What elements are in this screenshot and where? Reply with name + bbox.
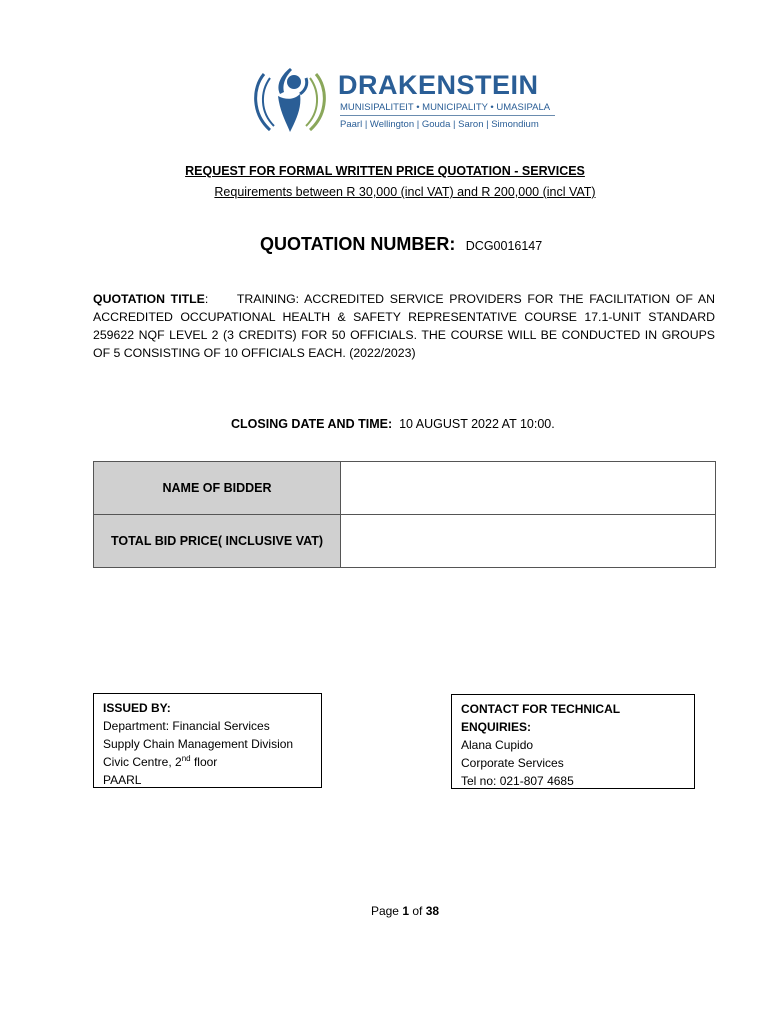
page-of: of: [409, 904, 426, 918]
quotation-number: [260, 234, 542, 255]
closing-date-label: CLOSING DATE AND TIME:: [231, 417, 393, 431]
bidder-name-label: NAME OF BIDDER: [94, 462, 341, 515]
page-prefix: Page: [370, 904, 403, 918]
logo-title: DRAKENSTEIN: [338, 70, 539, 100]
issued-by-town: PAARL: [103, 773, 142, 787]
quotation-title-text: TRAINING: ACCREDITED SERVICE PROVIDERS FOR THE FACILITATION OF AN ACCREDITED OCCUPATIONAL HEALTH & SAFETY REPRESENTATIVE COURSE 17.1-UNIT STANDARD 259622 NQF LEVEL 2 (3 CREDITS) FOR 50 OFFICIALS. THE COURSE WILL BE CONDUCTED IN GROUPS OF 5 CONSISTING OF 10 OFFICIALS EACH. (2022/2023): [93, 292, 716, 360]
issued-by-heading: ISSUED BY:: [103, 701, 171, 715]
technical-contact-box: [451, 694, 695, 789]
quotation-number-value: DCG0016147: [465, 239, 543, 253]
issued-by-floor-sup: nd: [181, 754, 191, 763]
bidder-name-field[interactable]: [341, 462, 716, 515]
request-title: REQUEST FOR FORMAL WRITTEN PRICE QUOTATION - SERVICES: [185, 164, 585, 178]
contact-telephone: Tel no: 021-807 4685: [461, 774, 574, 788]
issued-by-box: [93, 693, 322, 788]
drakenstein-logo: [250, 64, 570, 136]
municipality-emblem-icon: [250, 64, 330, 136]
logo-divider: [340, 115, 555, 116]
contact-name: Alana Cupido: [461, 738, 534, 752]
issued-by-building-text: Civic Centre, 2: [103, 755, 182, 769]
issued-by-building: [103, 753, 312, 771]
contact-department: Corporate Services: [461, 756, 564, 770]
contact-heading: CONTACT FOR TECHNICAL ENQUIRIES:: [461, 702, 620, 734]
table-row: [94, 462, 716, 515]
quotation-title-label: QUOTATION TITLE: [93, 292, 205, 306]
logo-towns: Paarl | Wellington | Gouda | Saron | Simondium: [340, 119, 539, 130]
page-number: 1: [402, 904, 409, 918]
quotation-title: QUOTATION TITLE: TRAINING: ACCREDITED SERVICE PROVIDERS FOR THE FACILITATION OF AN ACCREDITED OCCUPATIONAL HEALTH & SAFETY REPRESENTATIVE COURSE 17.1-UNIT STANDARD 259622 NQF LEVEL 2 (3 CREDITS) FOR 50 OFFICIALS. THE COURSE WILL BE CONDUCTED IN GROUPS OF 5 CONSISTING OF 10 OFFICIALS EACH. (2022/2023): [93, 292, 716, 360]
logo-subtitle: MUNISIPALITEIT • MUNICIPALITY • UMASIPALA: [340, 102, 551, 113]
requirements-line: Requirements between R 30,000 (incl VAT) and R 200,000 (incl VAT): [214, 185, 596, 199]
issued-by-floor-text: floor: [190, 755, 218, 769]
total-bid-price-field[interactable]: [341, 515, 716, 568]
page-total: 38: [425, 904, 440, 918]
table-row: [94, 515, 716, 568]
closing-date-value: 10 AUGUST 2022 AT 10:00.: [399, 417, 555, 431]
issued-by-division: Supply Chain Management Division: [103, 737, 294, 751]
issued-by-department: Department: Financial Services: [103, 719, 270, 733]
bid-details-table: [93, 461, 716, 568]
quotation-number-label: QUOTATION NUMBER:: [260, 234, 456, 254]
page-counter: [0, 904, 770, 918]
total-bid-price-label: TOTAL BID PRICE( INCLUSIVE VAT): [94, 515, 341, 568]
closing-date: [231, 417, 555, 431]
